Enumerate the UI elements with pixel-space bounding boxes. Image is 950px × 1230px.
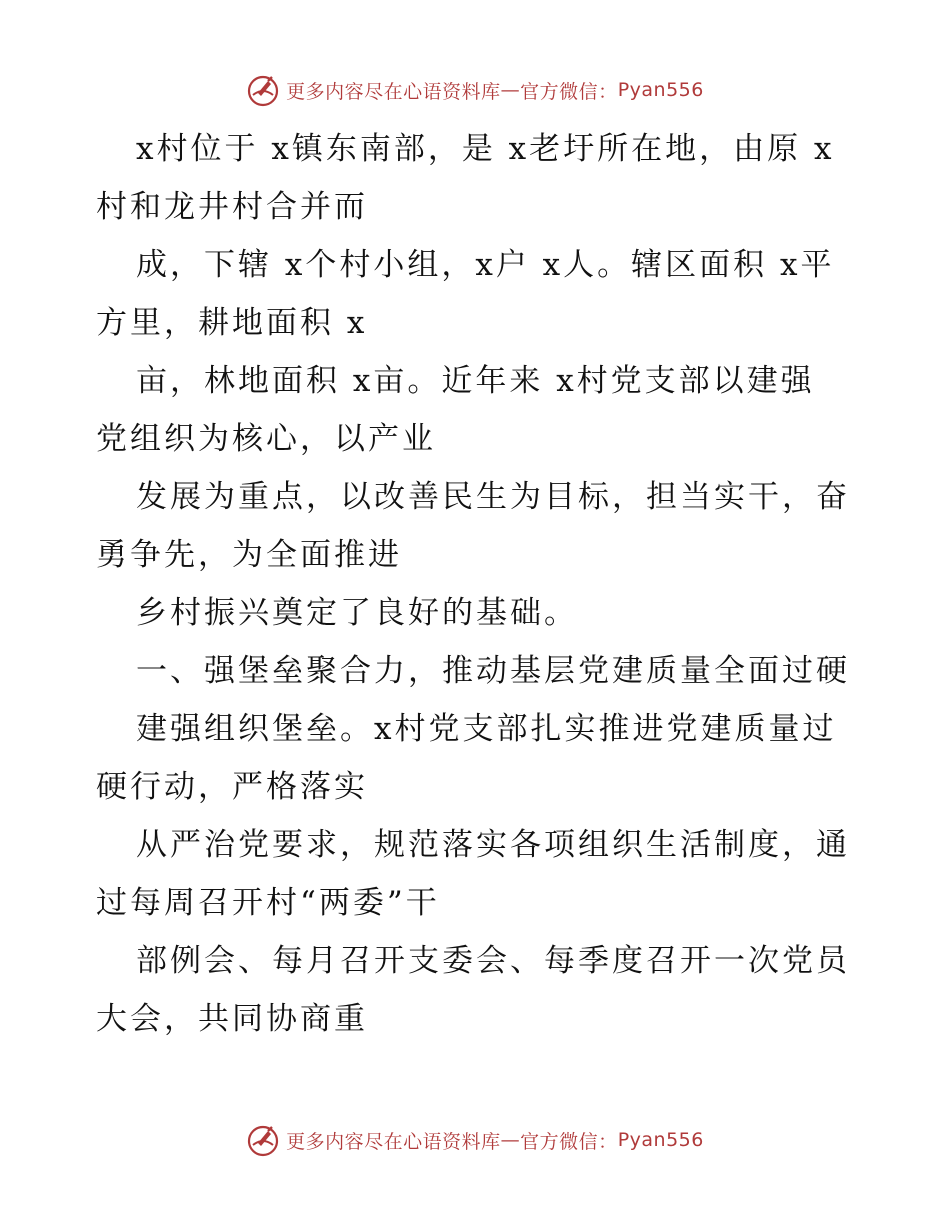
footer-banner: [0, 1120, 950, 1160]
text-line: 成，下辖 x个村小组，x户 x人。辖区面积 x平: [136, 247, 835, 283]
banner-wechat-id: Pyan556: [617, 1129, 704, 1151]
book-pen-logo-icon: [246, 1123, 280, 1157]
text-line: 部例会、每月召开支委会、每季度召开一次党员: [136, 943, 850, 979]
header-banner: [0, 70, 950, 110]
text-line: 建强组织堡垒。x村党支部扎实推进党建质量过: [136, 711, 837, 747]
banner-site-name: 更多内容尽在心语资料库: [286, 1130, 501, 1153]
section-heading: 一、强堡垒聚合力，推动基层党建质量全面过硬: [136, 653, 850, 689]
text-line: 发展为重点，以改善民生为目标，担当实干，奋: [136, 479, 850, 515]
text-line: x村位于 x镇东南部，是 x老圩所在地，由原 x: [136, 131, 835, 167]
banner-contact-label: 官方微信：: [520, 1130, 618, 1153]
text-line: 村和龙井村合并而: [96, 189, 368, 225]
text-line: 党组织为核心，以产业: [96, 421, 436, 457]
text-line: 大会，共同协商重: [96, 1001, 368, 1037]
document-body: [96, 120, 866, 1048]
text-line: 过每周召开村“两委”干: [96, 885, 440, 921]
text-line: 从严治党要求，规范落实各项组织生活制度，通: [136, 827, 850, 863]
banner-separator: —: [500, 79, 521, 101]
text-line: 硬行动，严格落实: [96, 769, 368, 805]
text-line: 乡村振兴奠定了良好的基础。: [136, 595, 578, 631]
text-line: 勇争先，为全面推进: [96, 537, 402, 573]
banner-contact-label: 官方微信：: [520, 80, 618, 103]
banner-site-name: 更多内容尽在心语资料库: [286, 80, 501, 103]
text-line: 亩，林地面积 x亩。近年来 x村党支部以建强: [136, 363, 815, 399]
text-line: 方里，耕地面积 x: [96, 305, 368, 341]
banner-separator: —: [500, 1129, 521, 1151]
banner-wechat-id: Pyan556: [617, 79, 704, 101]
book-pen-logo-icon: [246, 73, 280, 107]
